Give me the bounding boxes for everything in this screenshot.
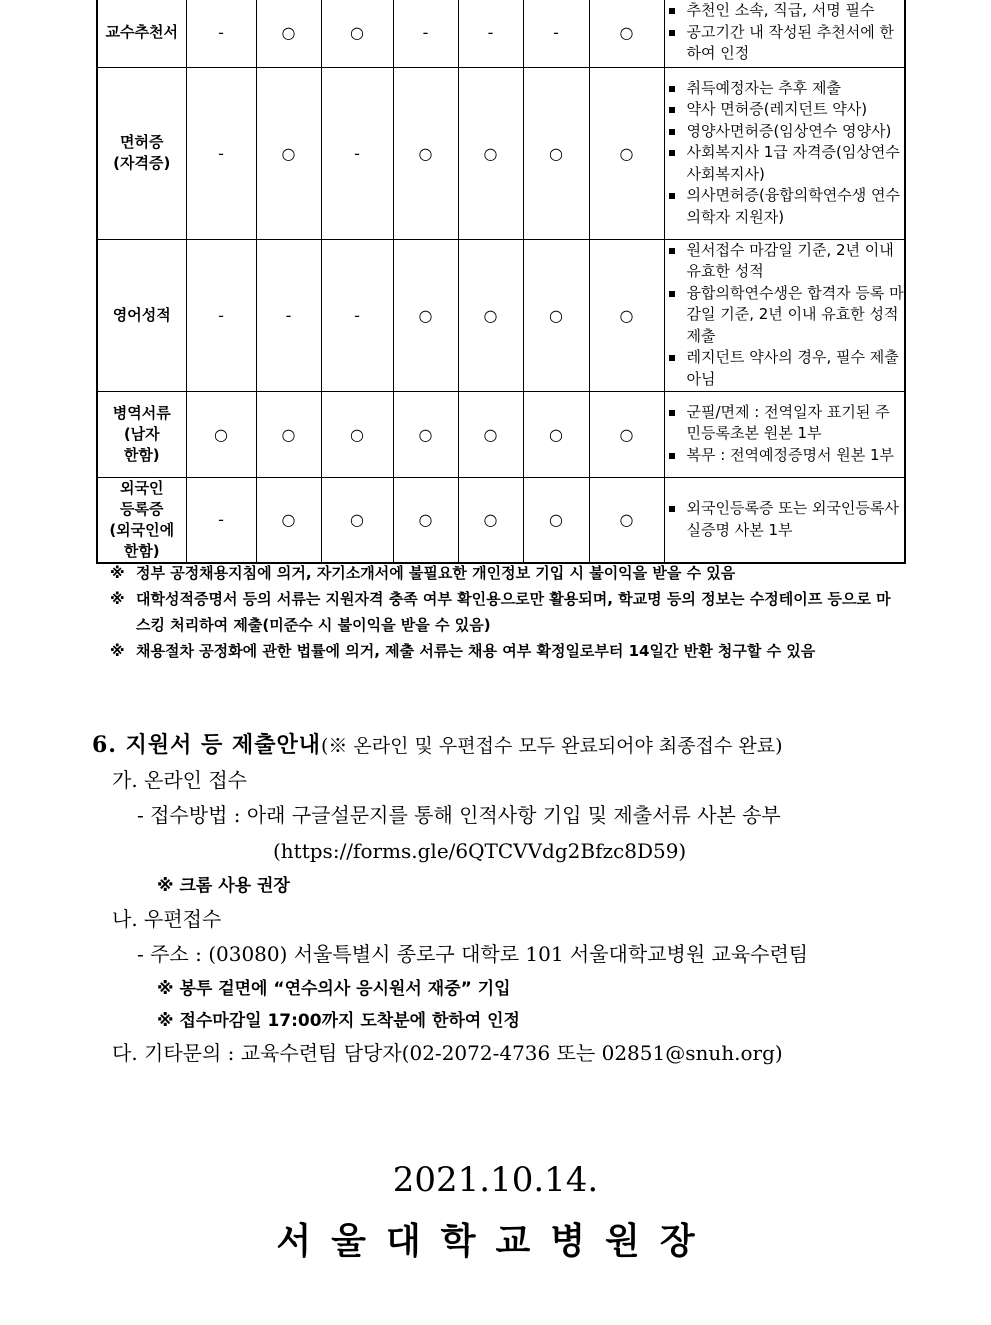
note-item: 약사 면허증(레지던트 약사) — [665, 99, 905, 121]
issuer-signature: 서울대학교병원장 — [276, 1220, 715, 1262]
row-notes — [664, 0, 905, 67]
footnote-symbol: ※ — [110, 590, 125, 608]
row-notes — [664, 239, 905, 391]
requirement-mark: ○ — [256, 0, 321, 67]
requirement-mark: ○ — [589, 477, 664, 563]
note-item: 외국인등록증 또는 외국인등록사실증명 사본 1부 — [665, 498, 905, 541]
requirement-mark: ○ — [458, 391, 523, 477]
note-item: 레지던트 약사의 경우, 필수 제출 아님 — [665, 347, 905, 390]
requirement-mark: - — [256, 239, 321, 391]
requirement-mark: ○ — [256, 477, 321, 563]
row-label: 외국인 등록증 (외국인에 한함) — [97, 477, 186, 563]
notes-list — [665, 0, 905, 65]
requirement-mark: - — [186, 477, 256, 563]
row-notes — [664, 391, 905, 477]
mail-address: - 주소 : (03080) 서울특별시 종로구 대학로 101 서울대학교병원 교육수련팀 — [137, 942, 809, 966]
mail-heading: 나. 우편접수 — [112, 907, 222, 931]
requirement-mark: ○ — [458, 477, 523, 563]
mail-note-deadline: ※ 접수마감일 17:00까지 도착분에 한하여 인정 — [157, 1011, 520, 1031]
requirement-mark: ○ — [589, 239, 664, 391]
online-heading: 가. 온라인 접수 — [112, 768, 247, 792]
note-item: 의사면허증(융합의학연수생 연수의학자 지원자) — [665, 185, 905, 228]
section-heading — [92, 730, 783, 761]
requirement-mark: ○ — [523, 477, 589, 563]
row-label: 교수추천서 — [97, 0, 186, 67]
note-item: 복무 : 전역예정증명서 원본 1부 — [665, 445, 905, 467]
section-title: 6. 지원서 등 제출안내 — [92, 732, 321, 758]
requirement-mark: ○ — [589, 67, 664, 239]
notes-list — [665, 240, 905, 391]
table-row — [97, 67, 905, 239]
note-item: 군필/면제 : 전역일자 표기된 주민등록초본 원본 1부 — [665, 402, 905, 445]
notes-list — [665, 498, 905, 541]
notes-list — [665, 402, 905, 467]
online-method: - 접수방법 : 아래 구글설문지를 통해 인적사항 기입 및 제출서류 사본 송부 — [137, 803, 781, 827]
requirement-mark: - — [186, 0, 256, 67]
notes-list — [665, 78, 905, 229]
requirement-mark: ○ — [321, 391, 393, 477]
table-row — [97, 477, 905, 563]
row-notes — [664, 477, 905, 563]
requirement-mark: ○ — [321, 477, 393, 563]
table-row — [97, 239, 905, 391]
note-item: 융합의학연수생은 합격자 등록 마감일 기준, 2년 이내 유효한 성적 제출 — [665, 283, 905, 348]
table-row — [97, 391, 905, 477]
requirement-mark: ○ — [256, 67, 321, 239]
footnote-symbol: ※ — [110, 642, 125, 660]
requirement-mark: ○ — [186, 391, 256, 477]
requirement-mark: ○ — [458, 67, 523, 239]
etc-inquiry: 다. 기타문의 : 교육수련팀 담당자(02-2072-4736 또는 02851@snuh.org) — [112, 1041, 783, 1065]
section-title-note: (※ 온라인 및 우편접수 모두 완료되어야 최종접수 완료) — [320, 735, 783, 757]
requirement-mark: - — [186, 67, 256, 239]
note-item: 추천인 소속, 직급, 서명 필수 — [665, 0, 905, 22]
row-notes — [664, 67, 905, 239]
footnote-symbol: ※ — [110, 564, 125, 582]
required-documents-table — [96, 0, 906, 564]
footnote-text: 채용절차 공정화에 관한 법률에 의거, 제출 서류는 채용 여부 확정일로부터 14일간 반환 청구할 수 있음 — [136, 642, 816, 660]
requirement-mark: - — [393, 0, 458, 67]
footnote-item — [110, 586, 905, 638]
document-date: 2021.10.14. — [392, 1160, 599, 1200]
row-label: 면허증 (자격증) — [97, 67, 186, 239]
requirement-mark: ○ — [393, 477, 458, 563]
requirement-mark: - — [458, 0, 523, 67]
mail-note-envelope: ※ 봉투 겉면에 “연수의사 응시원서 재중” 기입 — [157, 979, 511, 999]
requirement-mark: - — [186, 239, 256, 391]
note-item: 영양사면허증(임상연수 영양사) — [665, 121, 905, 143]
requirement-mark: ○ — [523, 391, 589, 477]
requirement-mark: ○ — [523, 67, 589, 239]
footnote-text: 대학성적증명서 등의 서류는 지원자격 충족 여부 확인용으로만 활용되며, 학교명 등의 정보는 수정테이프 등으로 마스킹 처리하여 제출(미준수 시 불이익을 받을 수 있음) — [136, 590, 891, 634]
row-label: 병역서류 (남자 한함) — [97, 391, 186, 477]
requirement-mark: ○ — [321, 0, 393, 67]
note-item: 공고기간 내 작성된 추천서에 한하여 인정 — [665, 22, 905, 65]
table-row — [97, 0, 905, 67]
row-label: 영어성적 — [97, 239, 186, 391]
footnotes — [110, 560, 905, 664]
requirement-mark: ○ — [523, 239, 589, 391]
online-note: ※ 크롬 사용 권장 — [157, 876, 290, 896]
note-item: 취득예정자는 추후 제출 — [665, 78, 905, 100]
footnote-text: 정부 공정채용지침에 의거, 자기소개서에 불필요한 개인정보 기입 시 불이익을 받을 수 있음 — [136, 564, 736, 582]
requirement-mark: ○ — [589, 391, 664, 477]
note-item: 사회복지사 1급 자격증(임상연수사회복지사) — [665, 142, 905, 185]
footnote-item — [110, 560, 905, 586]
footnote-item — [110, 638, 905, 664]
online-url[interactable]: (https://forms.gle/6QTCVVdg2Bfzc8D59) — [273, 839, 687, 863]
requirement-mark: ○ — [256, 391, 321, 477]
requirement-mark: - — [523, 0, 589, 67]
requirement-mark: - — [321, 67, 393, 239]
requirement-mark: - — [321, 239, 393, 391]
requirement-mark: ○ — [458, 239, 523, 391]
requirement-mark: ○ — [589, 0, 664, 67]
note-item: 원서접수 마감일 기준, 2년 이내 유효한 성적 — [665, 240, 905, 283]
requirement-mark: ○ — [393, 391, 458, 477]
requirement-mark: ○ — [393, 239, 458, 391]
requirement-mark: ○ — [393, 67, 458, 239]
